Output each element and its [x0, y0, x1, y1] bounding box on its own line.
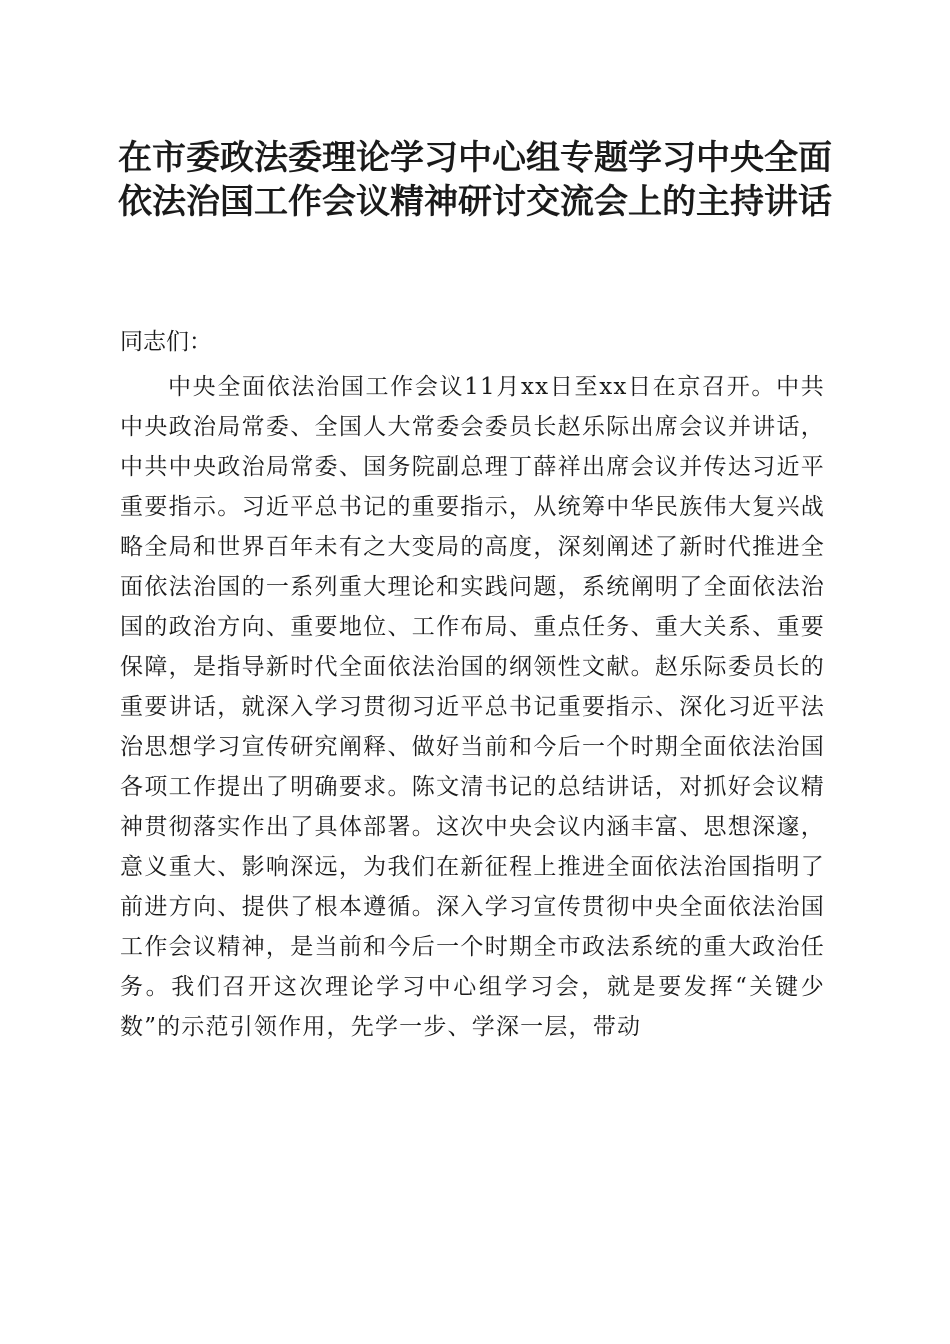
salutation: 同志们：	[120, 329, 212, 355]
body-paragraph: 中央全面依法治国工作会议11月xx日至xx日在京召开。中共中央政治局常委、全国人大常委会委员长赵乐际出席会议并讲话，中共中央政治局常委、国务院副总理丁薛祥出席会议并传达习近平重要指示。习近平总书记的重要指示，从统筹中华民族伟大复兴战略全局和世界百年未有之大变局的高度，深刻阐述了新时代推进全面依法治国的一系列重大理论和实践问题，系统阐明了全面依法治国的政治方向、重要地位、工作布局、重点任务、重大关系、重要保障，是指导新时代全面依法治国的纲领性文献。赵乐际委员长的重要讲话，就深入学习贯彻习近平总书记重要指示、深化习近平法治思想学习宣传研究阐释、做好当前和今后一个时期全面依法治国各项工作提出了明确要求。陈文清书记的总结讲话，对抓好会议精神贯彻落实作出了具体部署。这次中央会议内涵丰富、思想深邃，意义重大、影响深远，为我们在新征程上推进全面依法治国指明了前进方向、提供了根本遵循。深入学习宣传贯彻中央全面依法治国工作会议精神，是当前和今后一个时期全市政法系统的重大政治任务。我们召开这次理论学习中心组学习会，就是要发挥“关键少数”的示范引领作用，先学一步、学深一层，带动	[120, 374, 825, 1040]
document-title: 在市委政法委理论学习中心组专题学习中央全面依法治国工作会议精神研讨交流会上的主持讲话	[118, 138, 832, 222]
